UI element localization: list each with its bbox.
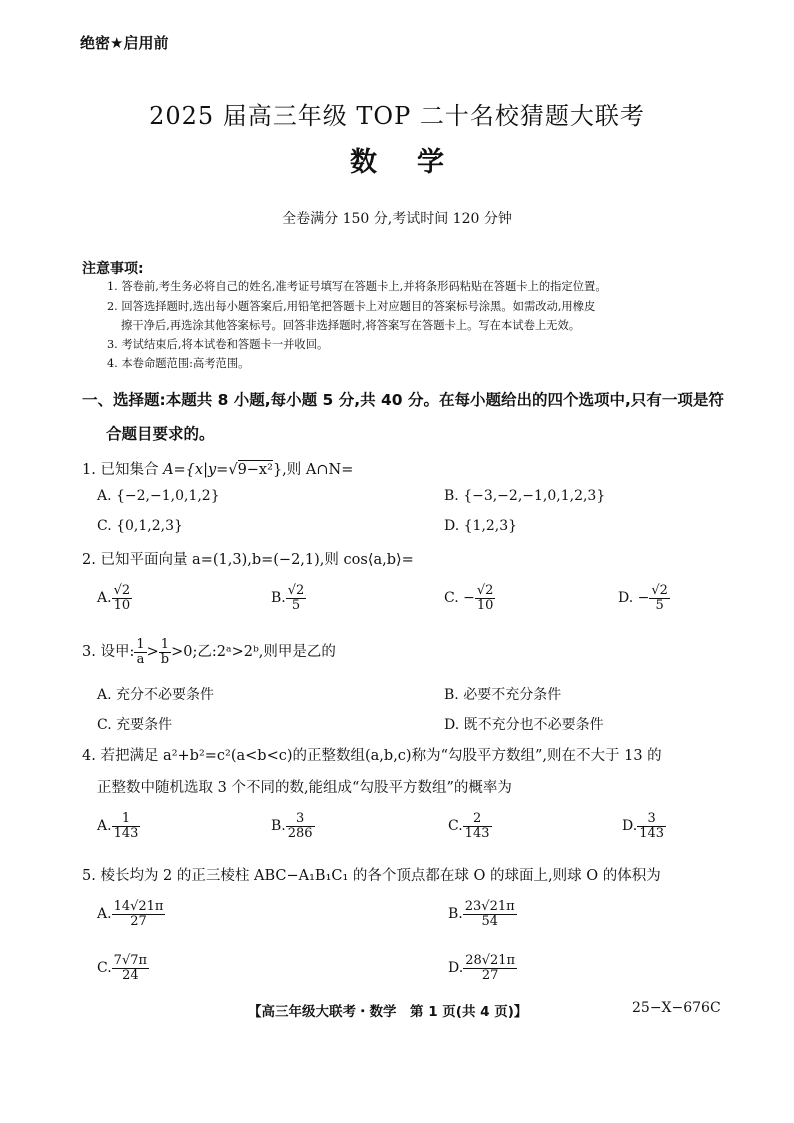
question-2-stem: 2. 已知平面向量 a=(1,3),b=(−2,1),则 cos⟨a,b⟩= <box>82 552 414 568</box>
q3-fraction-1 <box>134 638 146 666</box>
fraction-num: 3 <box>637 812 666 827</box>
fraction-den: 10 <box>476 597 494 613</box>
q1-option-c: C. {0,1,2,3} <box>97 518 183 534</box>
q5-c-label: C. <box>97 960 112 977</box>
q4-c-fraction <box>463 812 492 840</box>
question-3-stem <box>82 638 336 666</box>
q4-option-b <box>271 812 315 840</box>
fraction-num: 28√21π <box>465 953 516 968</box>
note-item: 1. 答卷前,考生务必将自己的姓名,准考证号填写在答题卡上,并将条形码粘贴在答题卡上的指定位置。 <box>107 280 607 293</box>
q2-option-a <box>97 584 132 612</box>
q5-d-label: D. <box>448 960 464 977</box>
question-4-stem: 4. 若把满足 a²+b²=c²(a<b<c)的正整数组(a,b,c)称为“勾股平方数组”,则在不大于 13 的 <box>82 748 662 764</box>
q2-option-d <box>618 584 670 612</box>
q4-d-fraction <box>637 812 666 840</box>
q2-b-label: B. <box>271 590 286 607</box>
q3-gt: > <box>146 644 159 661</box>
q4-a-fraction <box>112 812 141 840</box>
note-item: 擦干净后,再选涂其他答案标号。回答非选择题时,将答案写在答题卡上。写在本试卷上无效。 <box>121 319 581 332</box>
q5-a-label: A. <box>97 906 112 923</box>
fraction-den: 143 <box>113 825 139 841</box>
q5-d-fraction <box>463 954 517 982</box>
fraction-den: 54 <box>481 913 498 929</box>
q4-option-a <box>97 812 140 840</box>
confidential-mark: 绝密★启用前 <box>80 34 169 52</box>
fraction-num: 23√21π <box>464 899 515 914</box>
fraction-num: 1 <box>136 637 145 652</box>
q4-option-c <box>448 812 492 840</box>
note-item: 3. 考试结束后,将本试卷和答题卡一并收回。 <box>107 338 329 351</box>
q1-option-a: A. {−2,−1,0,1,2} <box>97 488 220 504</box>
q3-option-a: A. 充分不必要条件 <box>97 687 215 703</box>
q1-stem-text: 1. 已知集合 <box>82 462 164 478</box>
q1-radicand: 9−x² <box>237 462 273 478</box>
fraction-num: √2 <box>113 583 131 598</box>
q1-stem-end: },则 A∩N= <box>272 462 354 478</box>
q3-stem-text: 3. 设甲: <box>82 644 135 661</box>
fraction-num: √2 <box>287 583 305 598</box>
q5-option-a <box>97 900 165 928</box>
fraction-den: 27 <box>130 913 147 929</box>
q2-d-label: D. − <box>618 590 650 607</box>
fraction-den: 286 <box>287 825 313 841</box>
fraction-den: 27 <box>481 967 499 983</box>
fraction-den: b <box>160 651 170 667</box>
q4-option-d <box>622 812 666 840</box>
q5-option-d <box>448 954 517 982</box>
section-heading: 一、选择题:本题共 8 小题,每小题 5 分,共 40 分。在每小题给出的四个选项中,只有一项是符 <box>82 391 724 409</box>
fraction-den: 24 <box>122 967 139 983</box>
q2-c-fraction <box>475 584 496 612</box>
fraction-den: 143 <box>639 825 665 841</box>
fraction-num: 2 <box>463 812 492 827</box>
q5-b-label: B. <box>448 906 463 923</box>
q3-option-c: C. 充要条件 <box>97 717 173 733</box>
fraction-num: 3 <box>286 812 315 827</box>
q4-c-label: C. <box>448 818 463 835</box>
q4-b-label: B. <box>271 818 286 835</box>
fraction-num: 1 <box>112 812 141 827</box>
q3-stem-end: >0;乙:2ᵃ>2ᵇ,则甲是乙的 <box>171 644 336 661</box>
q2-a-label: A. <box>97 590 112 607</box>
q4-d-label: D. <box>622 818 638 835</box>
q5-a-fraction <box>112 900 166 928</box>
fraction-num: 14√21π <box>113 899 164 914</box>
q2-b-fraction <box>286 584 307 612</box>
fraction-den: a <box>136 651 145 667</box>
note-item: 4. 本卷命题范围:高考范围。 <box>107 357 250 370</box>
q1-option-d: D. {1,2,3} <box>444 518 518 534</box>
subject-title: 数学 <box>350 147 484 178</box>
fraction-den: 143 <box>464 825 490 841</box>
paper-code: 25−X−676C <box>632 1000 721 1016</box>
fraction-num: 1 <box>159 638 171 653</box>
q2-a-fraction <box>112 584 133 612</box>
q3-fraction-2 <box>159 638 171 666</box>
page-footer: 【高三年级大联考・数学 第 1 页(共 4 页)】 <box>248 1004 528 1020</box>
fraction-num: √2 <box>651 583 668 598</box>
q5-option-c <box>97 954 149 982</box>
q3-option-b: B. 必要不充分条件 <box>444 687 562 703</box>
fraction-num: 7√7π <box>113 953 148 968</box>
q2-c-label: C. − <box>444 590 475 607</box>
q1-option-b: B. {−3,−2,−1,0,1,2,3} <box>444 488 606 504</box>
q2-option-b <box>271 584 306 612</box>
q2-option-c <box>444 584 495 612</box>
section-heading-cont: 合题目要求的。 <box>106 425 215 443</box>
question-4-stem-cont: 正整数中随机选取 3 个不同的数,能组成“勾股平方数组”的概率为 <box>97 780 512 796</box>
question-1-stem: 1. 已知集合 A={x|y=√9−x²},则 A∩N= <box>82 462 354 478</box>
fraction-den: 5 <box>291 597 301 613</box>
q3-option-d: D. 既不充分也不必要条件 <box>444 717 604 733</box>
q2-d-fraction <box>649 584 670 612</box>
note-item: 2. 回答选择题时,选出每小题答案后,用铅笔把答题卡上对应题目的答案标号涂黑。如需改动,用橡皮 <box>107 300 596 313</box>
fraction-den: 10 <box>113 597 131 613</box>
q5-b-fraction <box>463 900 517 928</box>
q5-option-b <box>448 900 517 928</box>
notes-heading: 注意事项: <box>82 261 144 277</box>
q4-b-fraction <box>286 812 315 840</box>
exam-meta: 全卷满分 150 分,考试时间 120 分钟 <box>282 211 512 227</box>
question-5-stem: 5. 棱长均为 2 的正三棱柱 ABC−A₁B₁C₁ 的各个顶点都在球 O 的球面上,则球 O 的体积为 <box>82 868 661 884</box>
exam-title: 2025 届高三年级 TOP 二十名校猜题大联考 <box>149 102 645 130</box>
q5-c-fraction <box>112 954 149 982</box>
q1-set-def: A={x|y= <box>163 462 229 478</box>
q4-a-label: A. <box>97 818 112 835</box>
fraction-den: 5 <box>655 597 664 613</box>
fraction-num: √2 <box>476 583 494 598</box>
